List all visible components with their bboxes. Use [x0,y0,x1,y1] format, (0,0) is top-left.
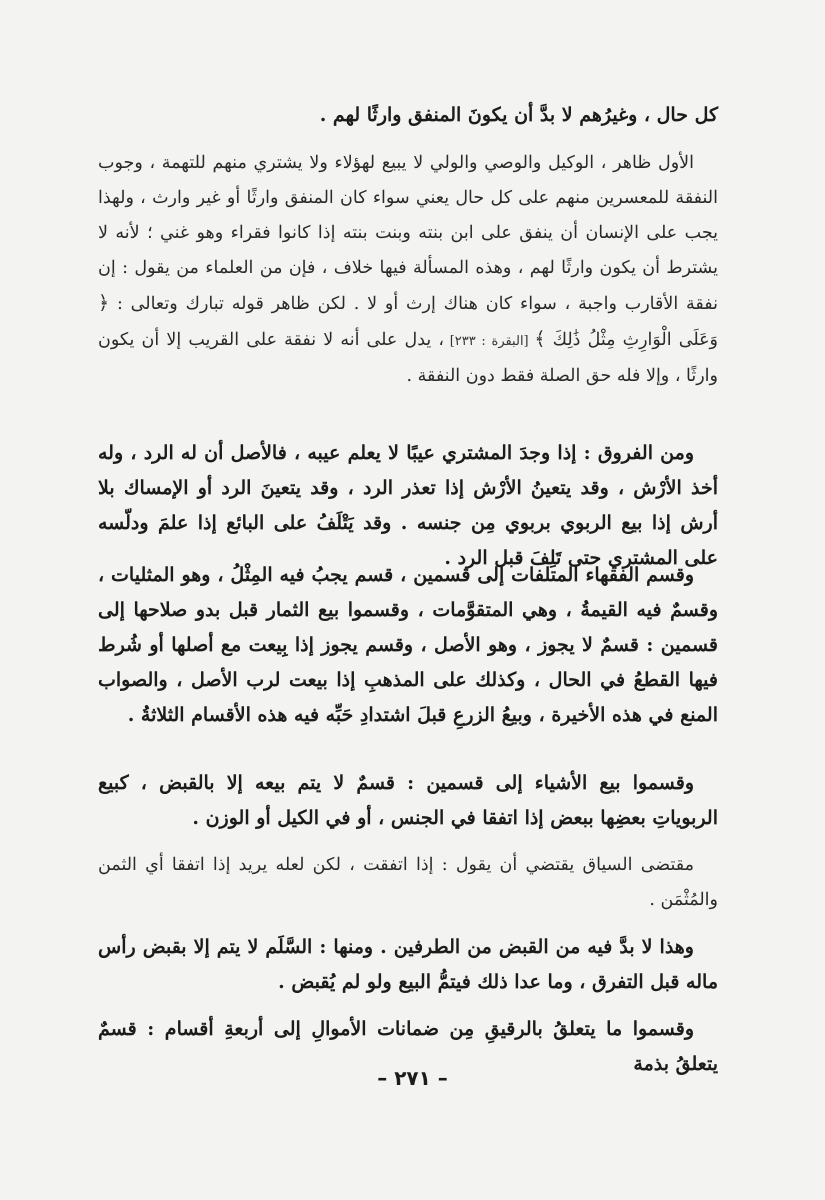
paragraph-4-text: وقسم الفقهاء المتلفات إلى قسمين ، قسم يجبُ فيه المِثْلُ ، وهو المثليات ، وقسمٌ فيه القيمةُ ، وهي المتقوَّمات ، وقسموا بيع الثمار قبل بدو صلاحها إلى قسمين : قسمٌ لا يجوز ، وهو الأصل ، وقسم يجوز إذا بِيعت مع أصلها أو شُرط فيها القطعُ في الحال ، وكذلك على المذهبِ إذا بيعت لرب الأصل ، والصواب المنع في هذه الأخيرة ، وبيعُ الزرعِ قبلَ اشتدادِ حَبِّه فيه هذه الأقسام الثلاثةُ . [98,564,718,726]
paragraph-3 [98,436,718,576]
paragraph-2 [98,146,718,394]
paragraph-3-text: ومن الفروق : إذا وجدَ المشتري عيبًا لا يعلم عيبه ، فالأصل أن له الرد ، وله أخذ الأرْش ، وقد يتعينُ الأرْش إذا تعذر الرد ، وقد يتعينَ الرد أو الإمساك بلا أرش إذا بيع الربوي بربوي مِن جنسه . وقد يَتْلَفُ على البائع إذا علمَ ودلّسه على المشتري حتى تَلِفَ قبل الرد . [98,442,718,569]
paragraph-1 [98,98,718,133]
paragraph-6-text: مقتضى السياق يقتضي أن يقول : إذا اتفقت ، لكن لعله يريد إذا اتفقا أي الثمن والمُثْمَن . [98,855,718,910]
paragraph-2-text [98,146,718,394]
paragraph-1-text: كل حال ، وغيرُهم لا بدَّ أن يكونَ المنفق وارثًا لهم . [319,104,718,126]
paragraph-2-conclusion: ، يدل على أنه لا نفقة على القريب إلا أن يكون وارثًا ، وإلا فله حق الصلة فقط دون النفقة . [98,330,718,386]
quran-verse: وَعَلَى الْوَارِثِ مِثْلُ ذَٰلِكَ [545,330,719,350]
verse-citation: [البقرة : ٢٣٣] [444,334,535,349]
paragraph-5 [98,766,718,836]
page-number: – ٢٧١ – [377,1066,448,1090]
paragraph-7 [98,930,718,1000]
paragraph-4 [98,558,718,733]
paragraph-2-body: الأول ظاهر ، الوكيل والوصي والولي لا يبيع لهؤلاء ولا يشتري منهم للتهمة ، وجوب النفقة للمعسرين منهم على كل حال يعني سواء كان المنفق وارثًا أو غير وارث ، ولهذا يجب على الإنسان أن ينفق على ابن بنته وبنت بنته إذا كانوا فقراء وهو غني ؛ لأنه لا يشترط أن يكون وارثًا لهم ، وهذه المسألة فيها خلاف ، فإن من العلماء من يقول : إن نفقة الأقارب واجبة ، سواء كان هناك إرث أو لا . لكن ظاهر قوله تبارك [98,153,718,314]
quran-close-bracket: ﴾ [534,328,546,350]
paragraph-8-text: وقسموا ما يتعلقُ بالرقيقِ مِن ضمانات الأموالِ إلى أربعةِ أقسام : قسمٌ يتعلقُ بذمة [98,1018,718,1075]
paragraph-2-verse-intro: وتعالى : [109,294,178,314]
paragraph-6 [98,848,718,918]
quran-open-bracket: ﴿ [98,292,110,314]
paragraph-7-text: وهذا لا بدَّ فيه من القبض من الطرفين . ومنها : السَّلَم لا يتم إلا بقبض رأس ماله قبل التفرق ، وما عدا ذلك فيتمُّ البيع ولو لم يُقبض . [98,936,718,993]
paragraph-5-text: وقسموا بيع الأشياء إلى قسمين : قسمٌ لا يتم بيعه إلا بالقبض ، كبيع الربوياتِ بعضِها ببعض إذا اتفقا في الجنس ، أو في الكيل أو الوزن . [98,772,718,829]
